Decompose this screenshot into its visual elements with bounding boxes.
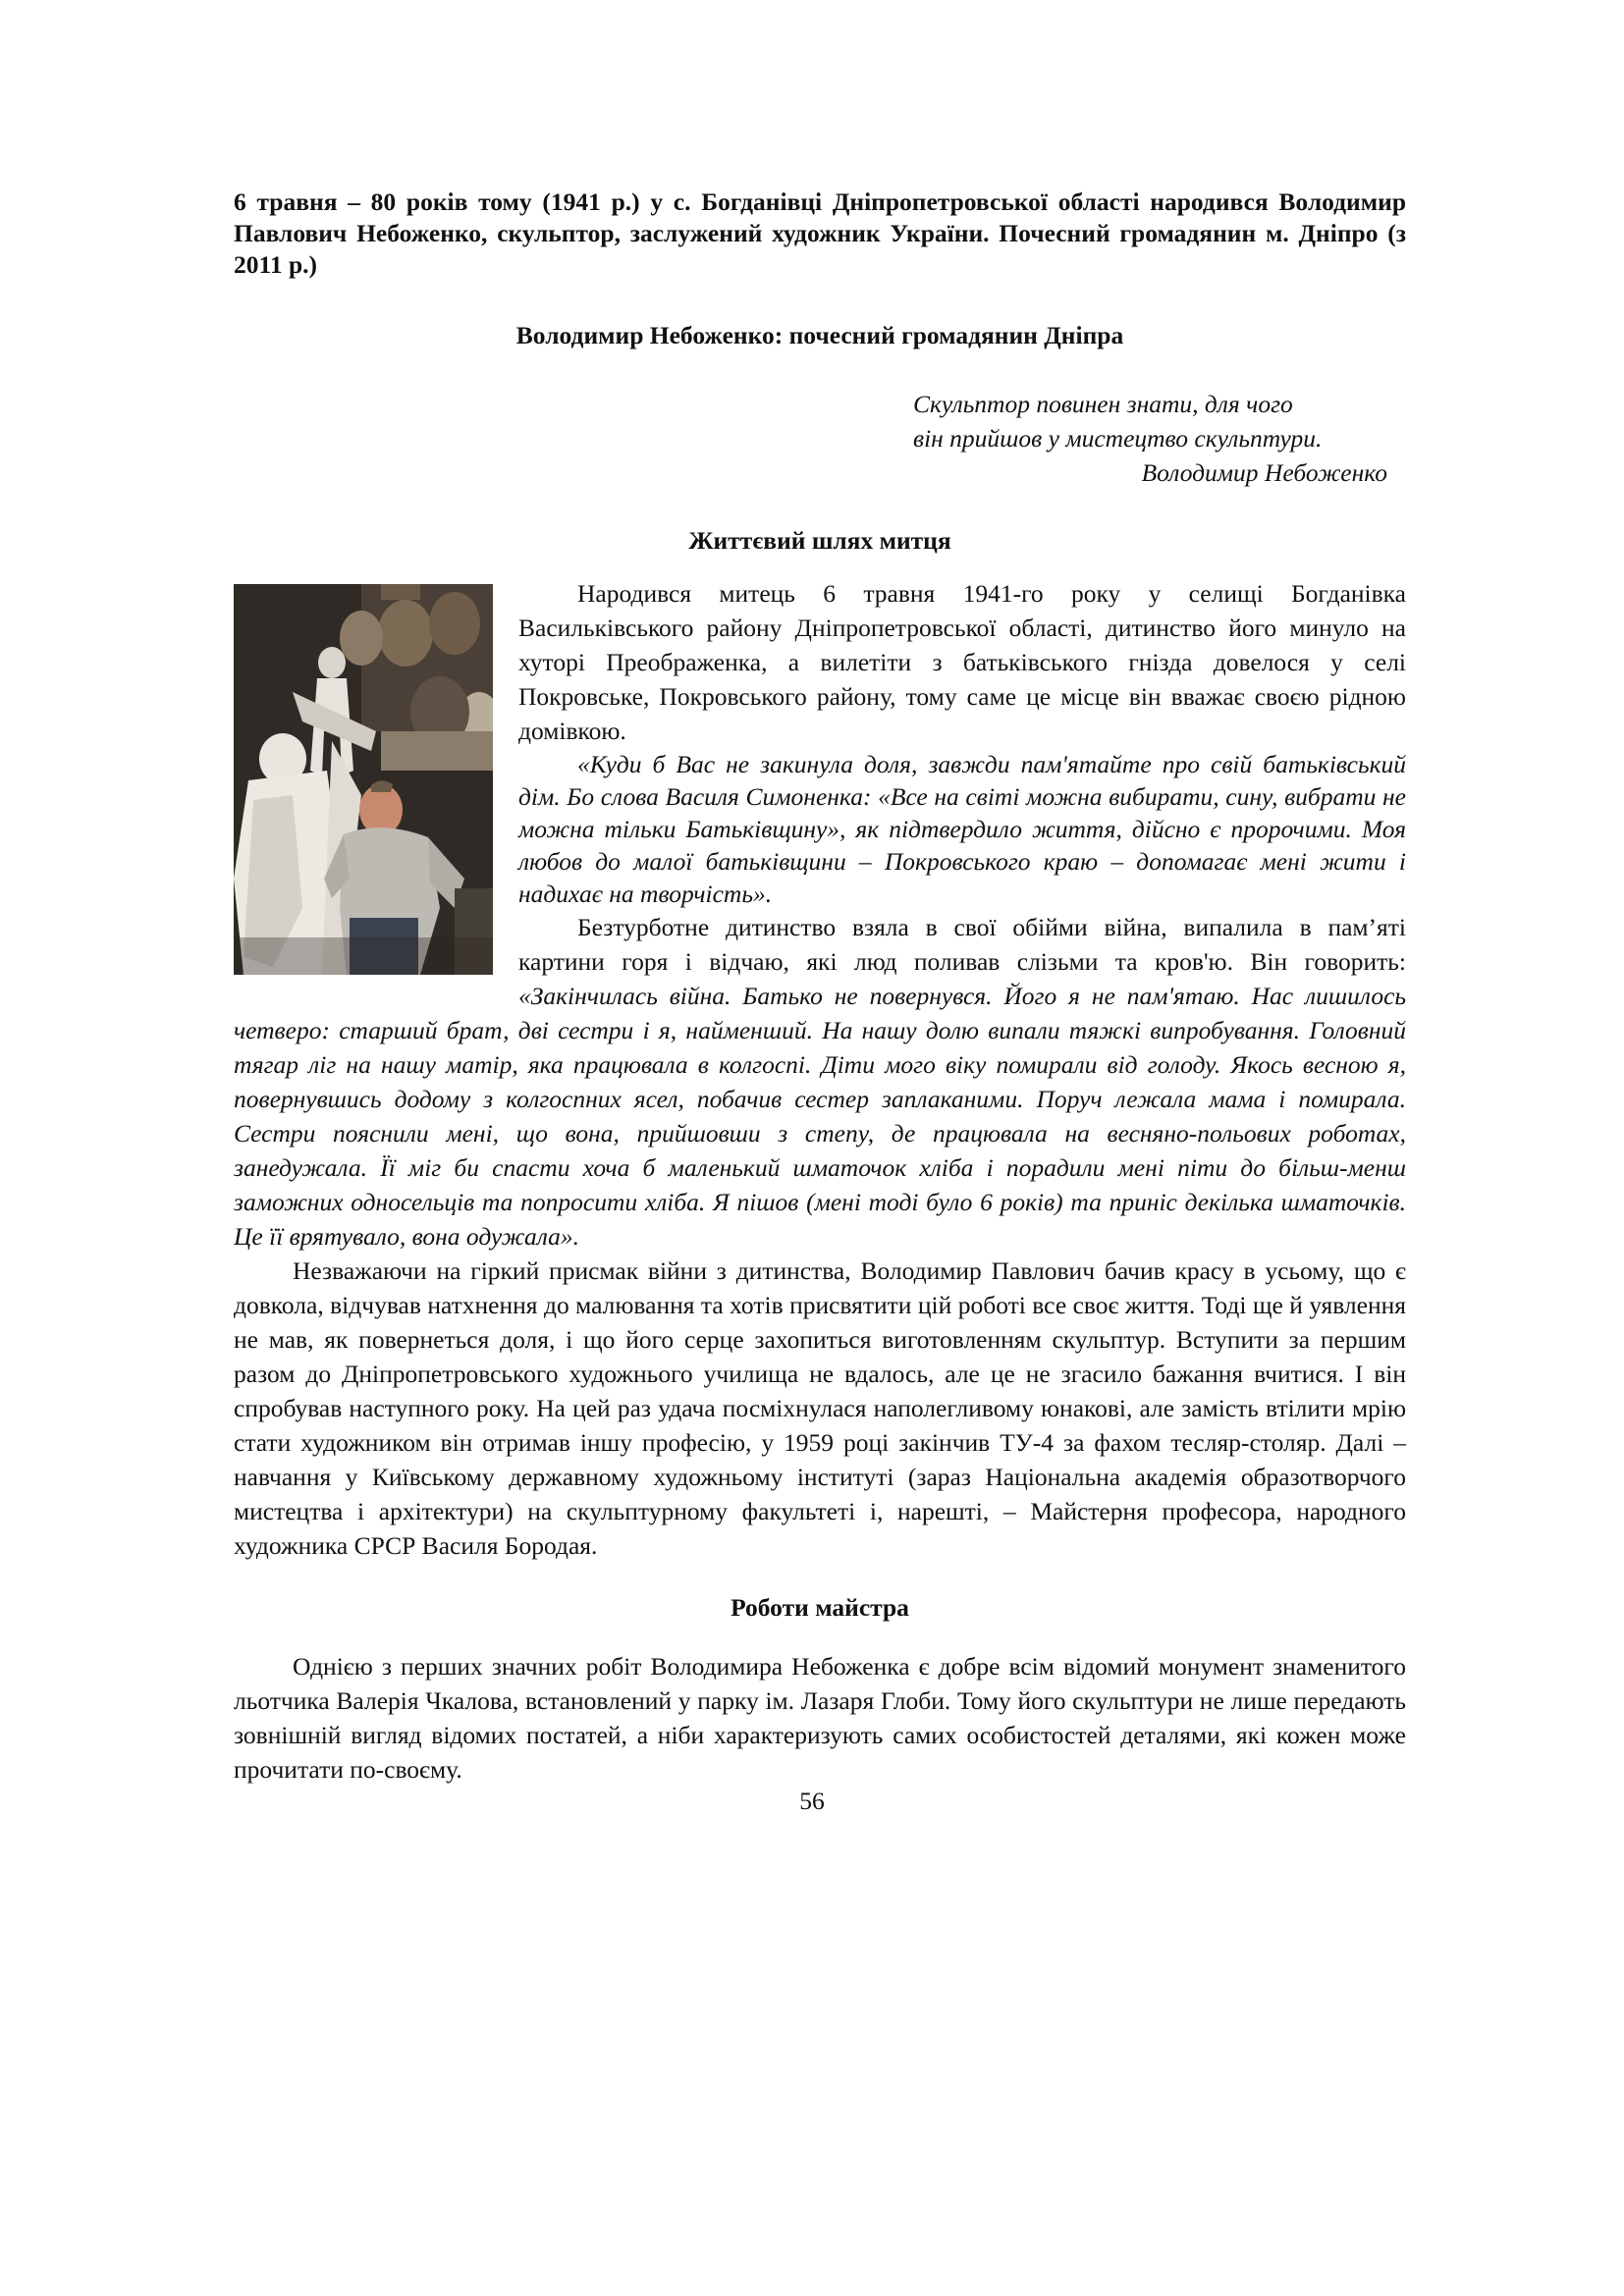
- document-page: [234, 187, 1406, 1787]
- page-number: 56: [799, 1787, 825, 1815]
- article-body: [234, 576, 1406, 1787]
- article-title: Володимир Небоженко: почесний громадянин Дніпра: [515, 321, 1124, 349]
- childhood-quote: «Закінчилась війна. Батько не повернувся. Його я не пам'ятаю. Нас лишилось четверо: старший брат, дві сестри і я, найменший. На нашу долю випали тяжкі випробування. Головний тягар ліг на нашу матір, яка працювала в колгоспі. Діти мого віку помирали від голоду. Якось весною я, повернувшись додому з колгоспних ясел, побачив сестер заплаканими. Поруч лежала мама і помирала. Сестри пояснили мені, що вона, прийшовши з степу, де працювала на весняно-польових роботах, занедужала. Її міг би спасти хоча б маленький шматочок хліба і порадили мені піти до більш-менш заможних односельців та попросити хліба. Я пішов (мені тоді було 6 років) та приніс декілька шматочків. Це її врятувало, вона одужала».: [234, 982, 1406, 1251]
- epigraph-author: Володимир Небоженко: [1141, 458, 1387, 487]
- sculptor-photo: [234, 584, 493, 975]
- paragraph-birth: Народився митець 6 травня 1941-го року у селищі Богданівка Васильківського району Дніпропетровської області, дитинство його минуло на хуторі Преображенка, а вилетіти з батьківського гнізда довелося у селі Покровське, Покровського району, тому саме це місце він вважає своєю рідною домівкою.: [518, 579, 1406, 745]
- epigraph-line-2: він прийшов у мистецтво скульптури.: [913, 424, 1323, 453]
- paragraph-homeland-quote: «Куди б Вас не закинула доля, завжди пам'ятайте про свій батьківський дім. Бо слова Василя Симоненка: «Все на світі можна вибирати, сину, вибрати не можна тільки Батьківщину», як підтвердило життя, дійсно є пророчими. Моя любов до малої батьківщини – Покровського краю – допомагає мені жити і надихає на творчість».: [518, 750, 1406, 908]
- section-title-works: Роботи майстра: [731, 1593, 909, 1622]
- epigraph-line-1: Скульптор повинен знати, для чого: [913, 390, 1293, 418]
- intro-paragraph: 6 травня – 80 років тому (1941 р.) у с. Богданівці Дніпропетровської області народився Володимир Павлович Небоженко, скульптор, заслужений художник України. Почесний громадянин м. Дніпро (з 2011 р.): [234, 187, 1406, 279]
- childhood-lead: Безтурботне дитинство взяла в свої обійми війна, випалила в пам’яті картини горя і відчаю, які люд поливав слізьми та кров'ю. Він говорить:: [518, 913, 1406, 976]
- paragraph-works: Однією з перших значних робіт Володимира Небоженка є добре всім відомий монумент знаменитого льотчика Валерія Чкалова, встановлений у парку ім. Лазаря Глоби. Тому його скульптури не лише передають зовнішній вигляд відомих постатей, а ніби характеризують самих особистостей деталями, які кожен може прочитати по-своєму.: [234, 1652, 1406, 1784]
- paragraph-education: Незважаючи на гіркий присмак війни з дитинства, Володимир Павлович бачив красу в усьому, що є довкола, відчував натхнення до малювання та хотів присвятити цій роботі все своє життя. Тоді ще й уявлення не мав, як повернеться доля, і що його серце захопиться виготовленням скульптур. Вступити за першим разом до Дніпропетровського художнього училища не вдалось, але це не згасило бажання вчитися. І він спробував наступного року. На цей раз удача посміхнулася наполегливому юнакові, але замість втілити мрію стати художником він отримав іншу професію, у 1959 році закінчив ТУ-4 за фахом тесляр-столяр. Далі – навчання у Київському державному художньому інституті (зараз Національна академія образотворчого мистецтва і архітектури) на скульптурному факультеті і, нарешті, – Майстерня професора, народного художника СРСР Василя Бородая.: [234, 1256, 1406, 1560]
- epigraph: [913, 387, 1406, 490]
- section-title-life-path: Життєвий шлях митця: [688, 526, 951, 555]
